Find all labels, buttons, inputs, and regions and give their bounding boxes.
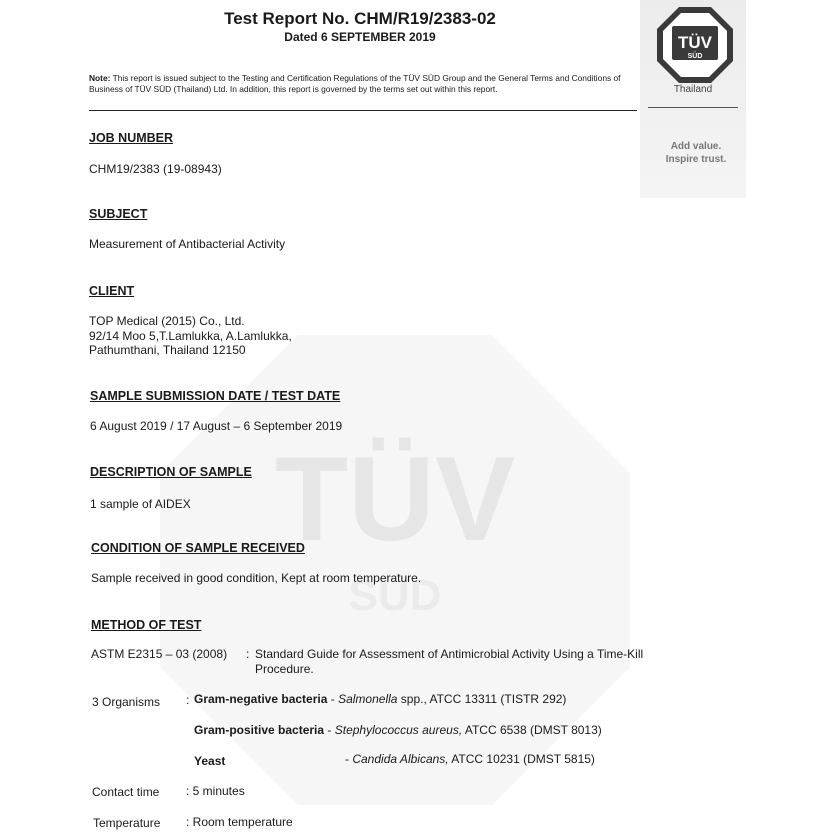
organism-row [194,692,566,706]
report-note [89,73,639,94]
temperature-label: Temperature [93,816,161,830]
description-value: 1 sample of AIDEX [90,497,191,511]
organism-row-detail [345,752,595,766]
client-heading: CLIENT [89,284,135,298]
condition-heading: CONDITION OF SAMPLE RECEIVED [91,541,305,555]
tagline-line-2: Inspire trust. [665,154,727,165]
header-divider [89,110,637,111]
job-number-value: CHM19/2383 (19-08943) [89,162,222,176]
brand-tagline [640,140,752,166]
organism-type: Gram-negative bacteria [194,692,328,706]
organism-dash: - [327,723,332,737]
watermark-top-text: TÜV [275,432,515,566]
method-heading: METHOD OF TEST [91,618,202,632]
report-date: Dated 6 SEPTEMBER 2019 [284,30,436,44]
method-standard-separator: : [246,647,250,661]
method-desc-line: Procedure. [255,661,314,676]
subject-heading: SUBJECT [89,207,148,221]
organism-species: Stephylococcus aureus, [334,723,463,737]
organism-row-type [194,754,225,768]
organism-type: Gram-positive bacteria [194,723,325,737]
organism-dash: - [345,752,349,766]
organism-species: Salmonella [338,692,398,706]
organism-strain: spp., ATCC 13311 (TISTR 292) [400,692,567,706]
client-line: TOP Medical (2015) Co., Ltd. [89,314,245,328]
condition-value: Sample received in good condition, Kept at room temperature. [91,571,422,585]
contact-time-value: : 5 minutes [186,784,245,798]
method-desc-line: Standard Guide for Assessment of Antimicrobial Activity Using a Time-Kill [255,647,644,661]
dates-value: 6 August 2019 / 17 August – 6 September 2019 [90,419,343,433]
dates-heading: SAMPLE SUBMISSION DATE / TEST DATE [90,389,341,403]
organism-strain: ATCC 6538 (DMST 8013) [464,723,602,737]
organism-dash: - [330,692,335,706]
organisms-colon: : [186,693,190,707]
description-heading: DESCRIPTION OF SAMPLE [90,465,252,479]
tagline-line-1: Add value. [670,141,722,152]
method-standard-description [255,647,643,676]
subject-value: Measurement of Antibacterial Activity [89,237,286,251]
organisms-label: 3 Organisms [92,695,161,709]
brand-country: Thailand [673,84,713,95]
organism-strain: ATCC 10231 (DMST 5815) [451,752,595,766]
organism-species: Candida Albicans, [352,752,449,766]
tuv-sud-logo [656,6,734,84]
watermark-bottom-text: SÜD [348,571,442,620]
temperature-value: : Room temperature [186,815,293,829]
contact-time-label: Contact time [92,785,160,799]
client-address [89,314,292,358]
job-number-heading: JOB NUMBER [89,131,174,145]
brand-divider [648,107,738,108]
organism-type: Yeast [194,754,226,768]
client-line: Pathumthani, Thailand 12150 [89,343,246,357]
note-text: This report is issued subject to the Testing and Certification Regulations of the TÜV SÜD Group and the General Terms and Conditions of Business of TÜV SÜD (Thailand) Ltd. In addition, this report is governed by the terms set out within this report. [89,73,621,94]
logo-bottom-text: SÜD [687,53,703,60]
client-line: 92/14 Moo 5,T.Lamlukka, A.Lamlukka, [89,328,292,343]
method-standard: ASTM E2315 – 03 (2008) [91,647,228,661]
report-title: Test Report No. CHM/R19/2383-02 [224,9,496,28]
logo-top-text: TÜV [678,33,712,52]
note-label: Note: [89,73,111,83]
organism-row [194,723,602,737]
